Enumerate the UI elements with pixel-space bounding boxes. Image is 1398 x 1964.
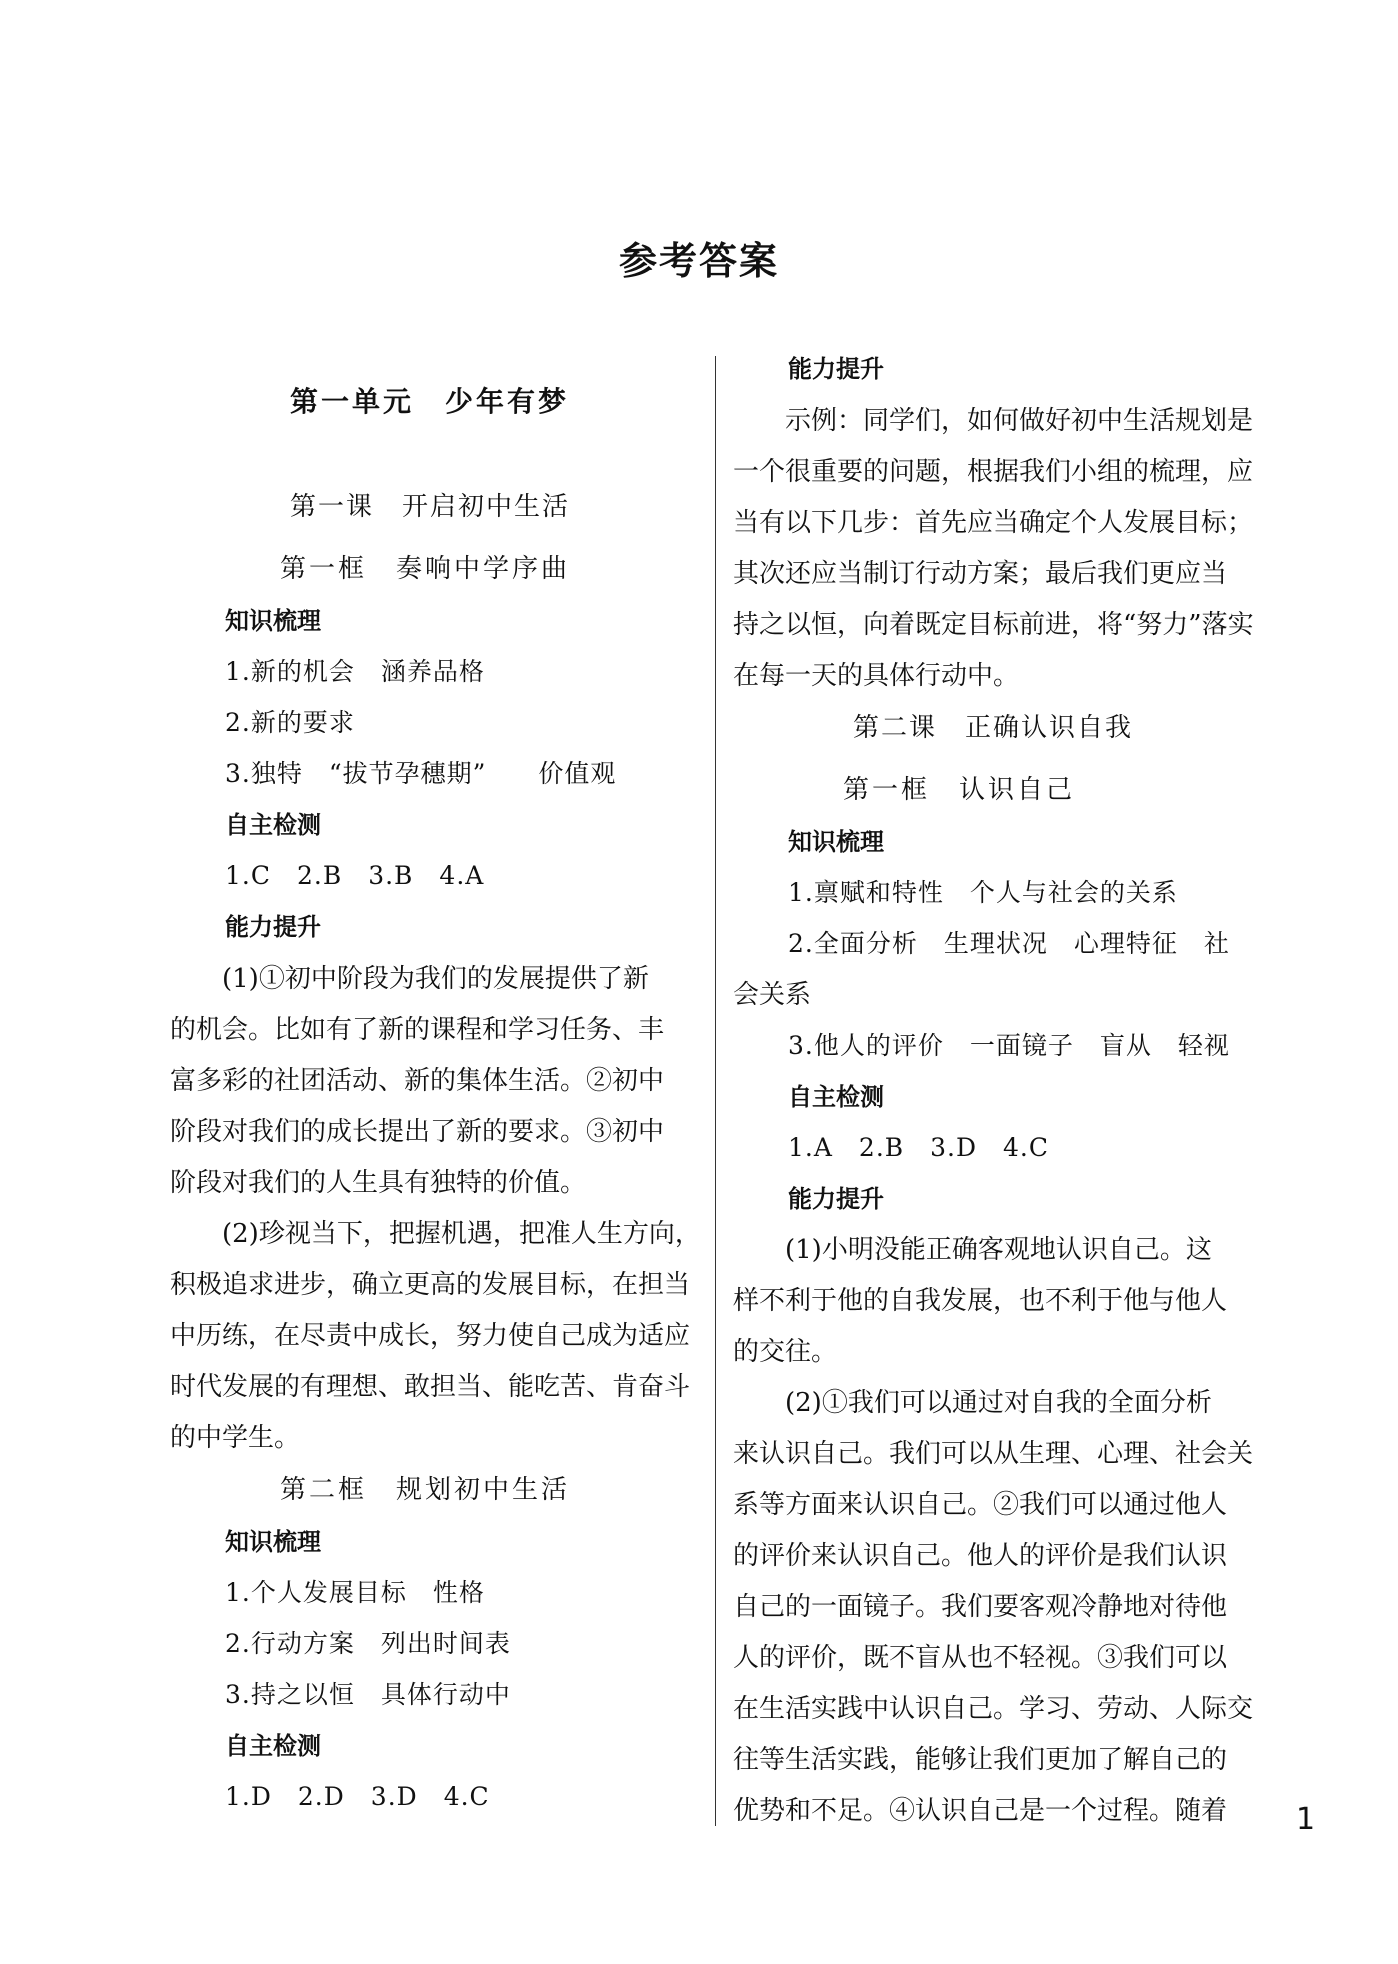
right-answer-line: 1.A 2.B 3.D 4.C: [788, 1133, 1050, 1162]
left-lesson-line: 第一课 开启初中生活: [290, 492, 571, 522]
right-lesson-line: 第二课 正确认识自我: [853, 713, 1134, 743]
right-para-line: 其次还应当制订行动方案；最后我们更应当: [733, 559, 1228, 589]
left-para-line: 的中学生。: [170, 1423, 301, 1453]
right-para-line: 人的评价，既不盲从也不轻视。③我们可以: [733, 1643, 1228, 1673]
right-para-line: 会关系: [733, 980, 812, 1010]
left-para-line: 阶段对我们的人生具有独特的价值。: [170, 1168, 587, 1198]
left-para-line: 阶段对我们的成长提出了新的要求。③初中: [170, 1117, 665, 1147]
right-para-line: 一个很重要的问题，根据我们小组的梳理，应: [733, 457, 1254, 487]
right-para-line: 的交往。: [733, 1337, 838, 1367]
left-section-line: 能力提升: [225, 913, 321, 941]
right-para-line: 自己的一面镜子。我们要客观冷静地对待他: [733, 1592, 1228, 1622]
left-para-line: (1)①初中阶段为我们的发展提供了新: [222, 964, 649, 994]
left-para-line: 积极追求进步，确立更高的发展目标，在担当: [170, 1270, 691, 1300]
right-section-line: 自主检测: [788, 1083, 884, 1111]
page-title: 参考答案: [618, 239, 779, 283]
right-para-line: 持之以恒，向着既定目标前进，将“努力”落实: [733, 610, 1254, 640]
left-section-line: 自主检测: [225, 1732, 321, 1760]
left-para-line: 中历练，在尽责中成长，努力使自己成为适应: [170, 1321, 691, 1351]
left-answer-line: 1.新的机会 涵养品格: [225, 657, 485, 686]
right-para-line: 在生活实践中认识自己。学习、劳动、人际交: [733, 1694, 1254, 1724]
left-para-line: 的机会。比如有了新的课程和学习任务、丰: [170, 1015, 665, 1045]
left-unit-line: 第一单元 少年有梦: [290, 385, 570, 418]
right-answer-line: 1.禀赋和特性 个人与社会的关系: [788, 878, 1178, 907]
left-section-line: 知识梳理: [225, 1528, 321, 1556]
right-answer-line: 3.他人的评价 一面镜子 盲从 轻视: [788, 1031, 1230, 1060]
page-number: 1: [1296, 1802, 1316, 1837]
right-para-line: (1)小明没能正确客观地认识自己。这: [785, 1235, 1212, 1265]
right-para-line: 示例：同学们，如何做好初中生活规划是: [785, 406, 1254, 436]
left-answer-line: 2.行动方案 列出时间表: [225, 1629, 511, 1658]
left-frame-line: 第一框 奏响中学序曲: [280, 554, 571, 584]
left-section-line: 知识梳理: [225, 607, 321, 635]
column-divider: [715, 356, 716, 1826]
right-para-line: 系等方面来认识自己。②我们可以通过他人: [733, 1490, 1228, 1520]
left-answer-line: 1.D 2.D 3.D 4.C: [225, 1782, 490, 1811]
left-para-line: 富多彩的社团活动、新的集体生活。②初中: [170, 1066, 665, 1096]
right-para-line: 当有以下几步：首先应当确定个人发展目标；: [733, 508, 1254, 538]
left-para-line: (2)珍视当下，把握机遇，把准人生方向，: [222, 1219, 701, 1249]
right-para-line: 优势和不足。④认识自己是一个过程。随着: [733, 1796, 1228, 1826]
right-para-line: 在每一天的具体行动中。: [733, 661, 1020, 691]
left-frame-line: 第二框 规划初中生活: [280, 1475, 571, 1505]
right-para-line: 样不利于他的自我发展，也不利于他与他人: [733, 1286, 1228, 1316]
right-para-line: 往等生活实践，能够让我们更加了解自己的: [733, 1745, 1228, 1775]
right-frame-line: 第一框 认识自己: [843, 775, 1076, 805]
right-section-line: 能力提升: [788, 1185, 884, 1213]
right-para-line: 来认识自己。我们可以从生理、心理、社会关: [733, 1439, 1254, 1469]
left-para-line: 时代发展的有理想、敢担当、能吃苦、肯奋斗: [170, 1372, 691, 1402]
left-answer-line: 3.持之以恒 具体行动中: [225, 1680, 511, 1709]
right-para-line: (2)①我们可以通过对自我的全面分析: [785, 1388, 1212, 1418]
right-section-line: 知识梳理: [788, 828, 884, 856]
left-answer-line: 2.新的要求: [225, 708, 355, 737]
left-answer-line: 3.独特 “拔节孕穗期” 价值观: [225, 759, 617, 788]
left-section-line: 自主检测: [225, 811, 321, 839]
left-answer-line: 1.个人发展目标 性格: [225, 1578, 485, 1607]
right-section-line: 能力提升: [788, 355, 884, 383]
left-answer-line: 1.C 2.B 3.B 4.A: [225, 861, 485, 890]
right-para-line: 的评价来认识自己。他人的评价是我们认识: [733, 1541, 1228, 1571]
right-answer-line: 2.全面分析 生理状况 心理特征 社: [788, 929, 1230, 958]
